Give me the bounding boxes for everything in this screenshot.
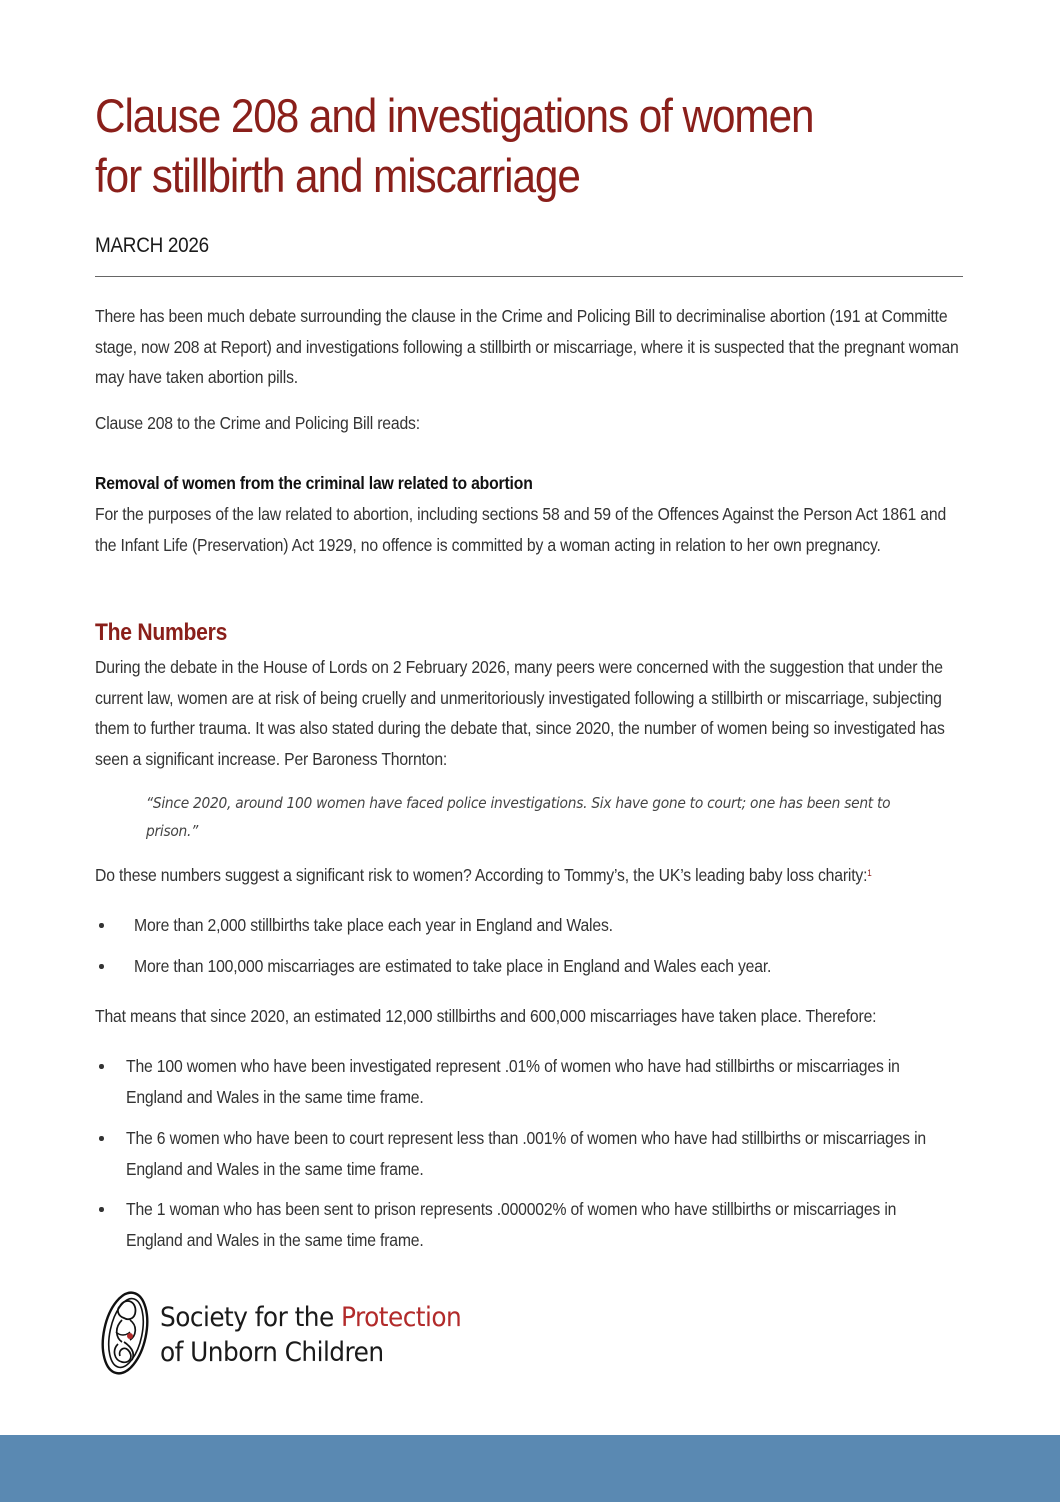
heart-icon <box>127 1333 133 1339</box>
clause-heading: Removal of women from the criminal law related to abortion <box>95 473 533 493</box>
spuc-logo <box>100 1288 500 1378</box>
document-title <box>95 86 876 206</box>
title-line-2: for stillbirth and miscarriage <box>95 149 580 202</box>
clause-intro: Clause 208 to the Crime and Policing Bill reads: <box>95 413 420 433</box>
footnote-marker[interactable]: 1 <box>867 868 872 878</box>
fact-text: More than 2,000 stillbirths take place each year in England and Wales. <box>134 915 613 935</box>
conclusion-text: The 100 women who have been investigated represent .01% of women who have had stillbirths or miscarriages in England and Wales in the same time frame. <box>126 1056 900 1107</box>
bullet-icon <box>99 1064 104 1069</box>
logo-line2: of Unborn Children <box>160 1337 384 1368</box>
conclusion-text: The 1 woman who has been sent to prison represents .000002% of women who have stillbirths or miscarriages in England and Wales in the same time frame. <box>126 1199 897 1250</box>
logo-wordmark <box>160 1300 461 1370</box>
therefore-paragraph: That means that since 2020, an estimated 12,000 stillbirths and 600,000 miscarriages have taken place. Therefore: <box>95 1006 877 1026</box>
question-paragraph <box>95 860 959 891</box>
question-text: Do these numbers suggest a significant risk to women? According to Tommy’s, the UK’s leading baby loss charity: <box>95 865 868 885</box>
logo-line1-prefix: Society for the <box>160 1302 342 1333</box>
foetus-emblem-icon <box>100 1288 152 1378</box>
footer-band <box>0 1435 1060 1502</box>
bullet-icon <box>99 1136 104 1141</box>
clause-text: For the purposes of the law related to abortion, including sections 58 and 59 of the Offences Against the Person Act 1861 and the Infant Life (Preservation) Act 1929, no offence is committed by a woman acting in relation to her own pregnancy. <box>95 504 947 555</box>
document-date: MARCH 2026 <box>95 234 209 257</box>
thornton-quote: “Since 2020, around 100 women have faced police investigations. Six have gone to court; one has been sent to prison.” <box>146 794 891 840</box>
numbers-paragraph: During the debate in the House of Lords on 2 February 2026, many peers were concerned with the suggestion that under the current law, women are at risk of being cruelly and unmeritoriously investigated following a stillbirth or miscarriage, subjecting them to further trauma. It was also stated during the debate that, since 2020, the number of women being so investigated has seen a significant increase. Per Baroness Thornton: <box>95 657 945 769</box>
fact-text: More than 100,000 miscarriages are estimated to take place in England and Wales each year. <box>134 956 772 976</box>
conclusion-text: The 6 women who have been to court represent less than .001% of women who have had stillbirths or miscarriages in England and Wales in the same time frame. <box>126 1128 926 1179</box>
logo-line1-accent: Protection <box>341 1302 462 1333</box>
bullet-icon <box>99 1207 104 1212</box>
bullet-icon <box>99 964 104 969</box>
title-divider <box>95 276 963 277</box>
bullet-icon <box>99 923 104 928</box>
section-heading-numbers: The Numbers <box>95 619 228 646</box>
intro-paragraph: There has been much debate surrounding the clause in the Crime and Policing Bill to decriminalise abortion (191 at Committe stage, now 208 at Report) and investigations following a stillbirth or miscarriage, where it is suspected that the pregnant woman may have taken abortion pills. <box>95 306 959 387</box>
title-line-1: Clause 208 and investigations of women <box>95 89 814 142</box>
